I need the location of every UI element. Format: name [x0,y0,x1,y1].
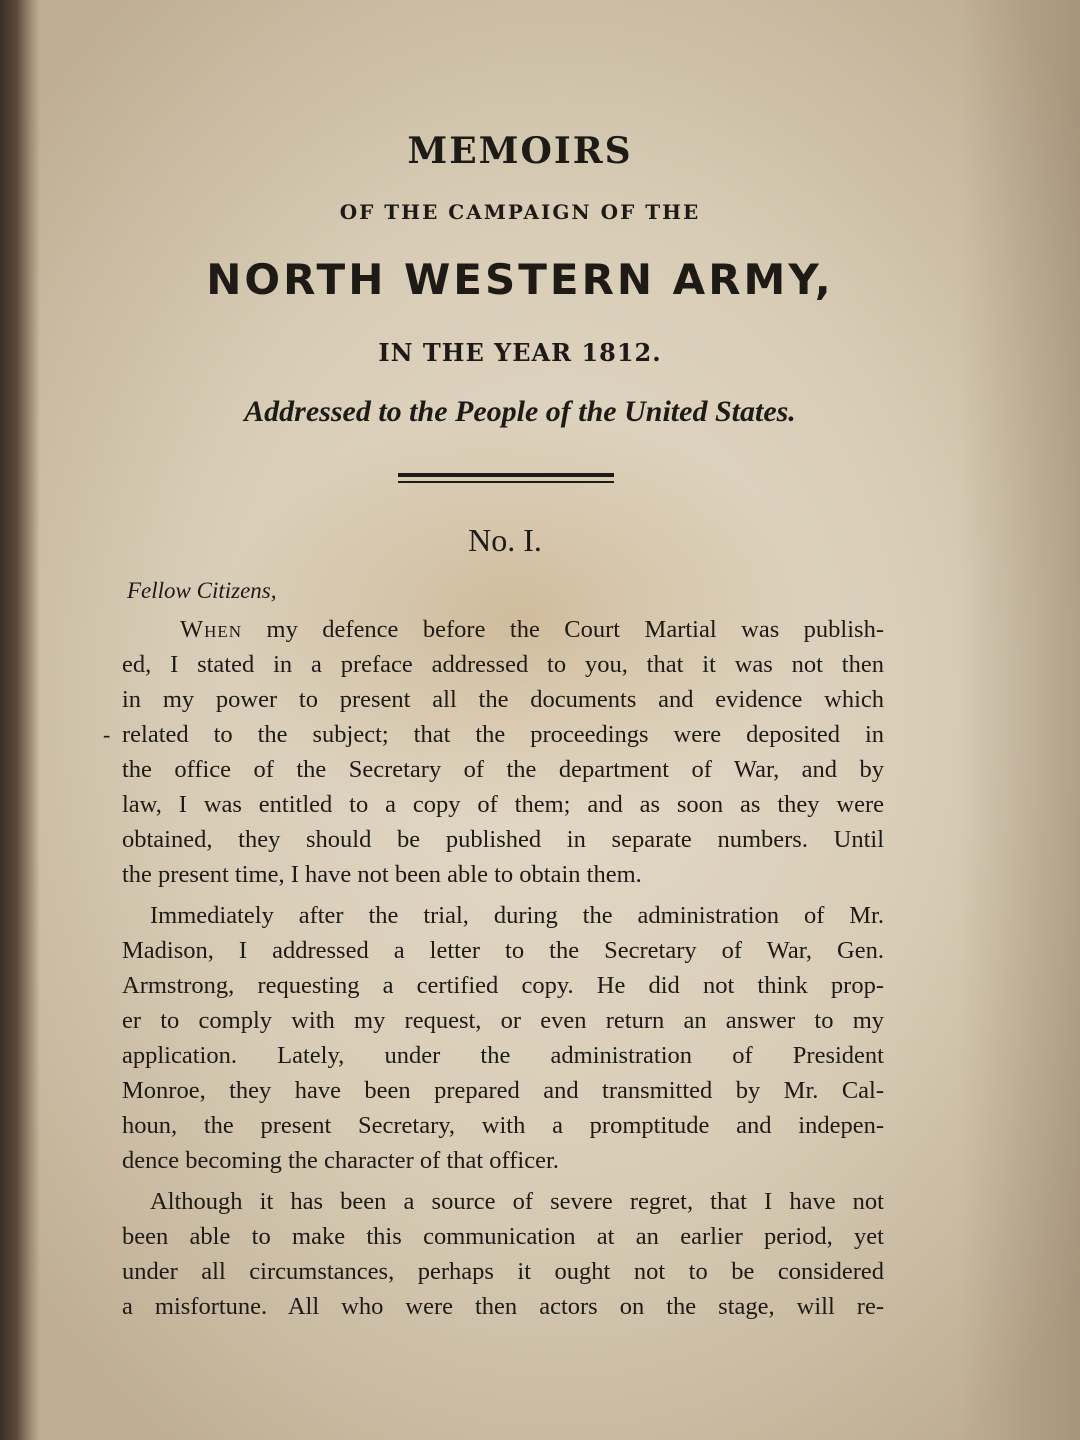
text-line: Armstrong, requesting a certified copy. He did not think prop- [122,972,884,999]
paragraph-1 [122,612,884,892]
text-line: the office of the Secretary of the department of War, and by [122,756,884,783]
paragraph-2 [122,898,884,1178]
text-line: in my power to present all the documents and evidence which [122,686,884,713]
heading-year: IN THE YEAR 1812. [378,338,662,367]
text-line: When my defence before the Court Martial was publish- [180,616,884,643]
text-line: obtained, they should be published in separate numbers. Until [122,826,884,853]
paragraph-3 [122,1184,884,1324]
text-line: application. Lately, under the administration of President [122,1042,884,1069]
text-line: the present time, I have not been able to obtain them. [122,861,642,888]
section-divider-rule [398,473,614,483]
text-line: law, I was entitled to a copy of them; and as soon as they were [122,791,884,818]
body-text [122,612,884,1330]
text-line: Monroe, they have been prepared and transmitted by Mr. Cal- [122,1077,884,1104]
heading-addressed: Addressed to the People of the United States. [244,395,796,428]
text-line: related to the subject; that the proceedings were deposited in [122,721,884,748]
text-line: Immediately after the trial, during the administration of Mr. [150,902,884,929]
margin-mark: - [103,722,111,747]
text-line: a misfortune. All who were then actors on the stage, will re- [122,1293,884,1320]
text-line: houn, the present Secretary, with a promptitude and indepen- [122,1112,884,1139]
text-line: ed, I stated in a preface addressed to you, that it was not then [122,651,884,678]
text-line: dence becoming the character of that officer. [122,1147,559,1174]
heading-memoirs: MEMOIRS [407,130,633,172]
text-line: Although it has been a source of severe regret, that I have not [150,1188,884,1215]
section-number: No. I. [468,522,542,558]
salutation: Fellow Citizens, [127,578,277,603]
text-line: been able to make this communication at an earlier period, yet [122,1223,884,1250]
heading-campaign: OF THE CAMPAIGN OF THE [339,200,701,224]
text-line: er to comply with my request, or even return an answer to my [122,1007,884,1034]
heading-army: NORTH WESTERN ARMY, [206,255,834,304]
drop-word: When [180,616,243,643]
text-line: Madison, I addressed a letter to the Secretary of War, Gen. [122,937,884,964]
text-line: under all circumstances, perhaps it ought not to be considered [122,1258,884,1285]
